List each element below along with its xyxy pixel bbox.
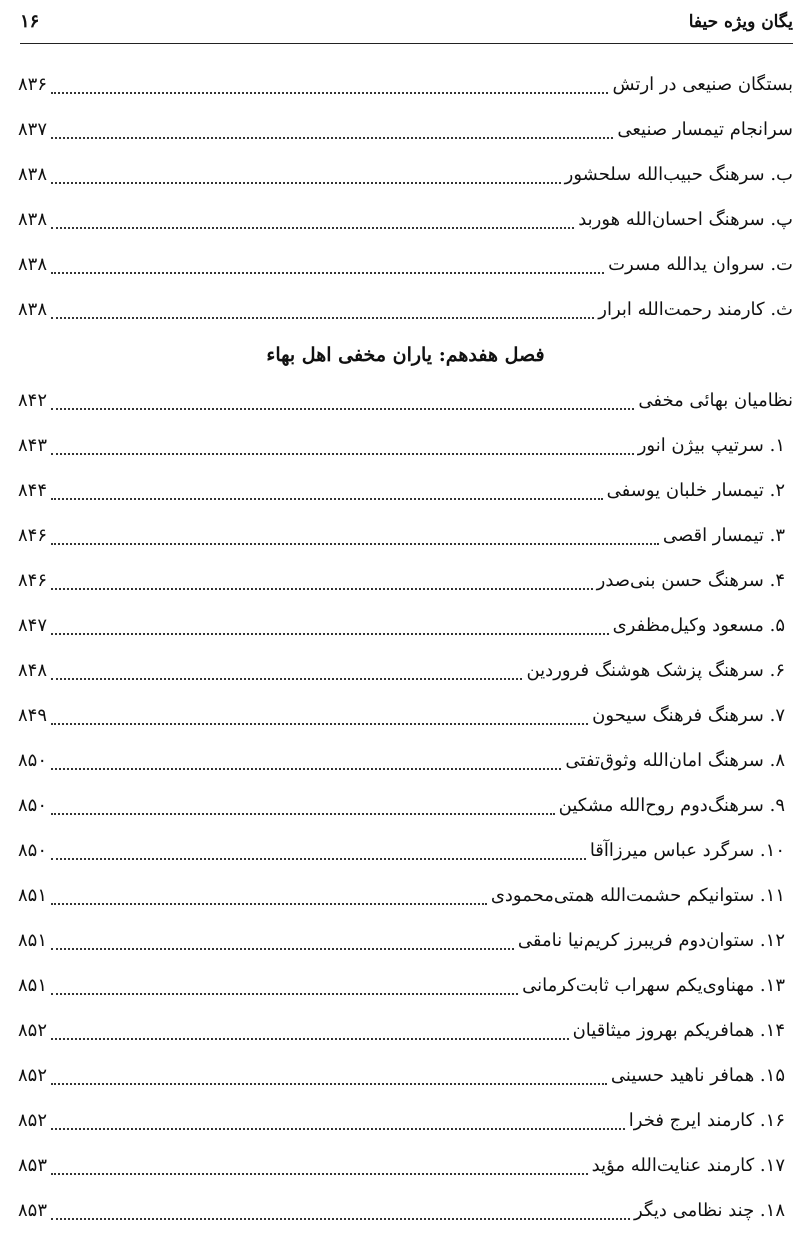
dot-leader: [51, 92, 608, 94]
toc-entry: [18, 1188, 793, 1233]
toc-entry-page: ۸۵۲: [18, 1020, 48, 1041]
toc-entry-title: ب. سرهنگ حبیب‌الله سلحشور: [564, 164, 793, 185]
toc-entry-title: بستگان صنیعی در ارتش: [612, 74, 793, 95]
dot-leader: [51, 182, 561, 184]
toc-entry-title: ۱۷. کارمند عنایت‌الله مؤید: [591, 1155, 785, 1176]
dot-leader: [51, 588, 593, 590]
toc-entry-title: ت. سروان یدالله مسرت: [608, 254, 793, 275]
toc-entry: [18, 558, 793, 603]
toc-entry-title: ۱۱. ستوانیکم حشمت‌الله همتی‌محمودی: [490, 885, 785, 906]
toc-group-top: [18, 62, 793, 332]
toc-entry-page: ۸۴۹: [18, 705, 48, 726]
toc-entry: [18, 648, 793, 693]
toc-entry-page: ۸۳۸: [18, 299, 48, 320]
dot-leader: [51, 1083, 607, 1085]
toc-entry-title: ۲. تیمسار خلبان یوسفی: [606, 480, 785, 501]
toc-entry-title: سرانجام تیمسار صنیعی: [617, 119, 793, 140]
toc-entry-title: ۹. سرهنگ‌دوم روح‌الله مشکین: [558, 795, 785, 816]
toc-entry-title: ۱۰. سرگرد عباس میرزاآقا: [589, 840, 785, 861]
toc-entry-page: ۸۵۱: [18, 885, 48, 906]
dot-leader: [51, 723, 588, 725]
toc-entry: [18, 423, 793, 468]
toc-entry: [18, 1053, 793, 1098]
dot-leader: [51, 633, 609, 635]
toc-entry: [18, 513, 793, 558]
toc-entry-title: ۳. تیمسار اقصی: [662, 525, 785, 546]
toc-entry-page: ۸۴۲: [18, 390, 48, 411]
toc-entry-title: ۸. سرهنگ امان‌الله وثوق‌تفتی: [565, 750, 785, 771]
dot-leader: [51, 1218, 630, 1220]
toc-entry: [18, 693, 793, 738]
dot-leader: [51, 993, 518, 995]
toc-entry-page: ۸۵۰: [18, 750, 48, 771]
toc-entry-title: ۱۲. ستوان‌دوم فریبرز کریم‌نیا نامقی: [517, 930, 785, 951]
toc-entry-page: ۸۵۰: [18, 795, 48, 816]
toc-entry: [18, 107, 793, 152]
dot-leader: [51, 317, 594, 319]
toc-entry-title: ۱۸. چند نظامی دیگر: [633, 1200, 785, 1221]
dot-leader: [51, 858, 586, 860]
toc-entry-page: ۸۴۷: [18, 615, 48, 636]
toc-entry: [18, 603, 793, 648]
toc-entry-title: ۱۶. کارمند ایرج فخرا: [628, 1110, 785, 1131]
toc-entry: [18, 152, 793, 197]
page-number: ۱۶: [20, 11, 40, 32]
toc-entry-title: نظامیان بهائی مخفی: [638, 390, 793, 411]
toc-entry-page: ۸۵۲: [18, 1110, 48, 1131]
toc-entry: [18, 828, 793, 873]
dot-leader: [51, 498, 603, 500]
toc-entry-page: ۸۳۷: [18, 119, 48, 140]
dot-leader: [51, 1128, 625, 1130]
toc-entry-page: ۸۵۲: [18, 1065, 48, 1086]
toc-entry-title: ۶. سرهنگ پزشک هوشنگ فروردین: [526, 660, 785, 681]
dot-leader: [51, 813, 555, 815]
toc-group-bottom: [18, 378, 793, 1233]
toc-entry: [18, 918, 793, 963]
dot-leader: [51, 543, 659, 545]
toc-entry-page: ۸۳۸: [18, 164, 48, 185]
toc-entry: [18, 197, 793, 242]
dot-leader: [51, 272, 604, 274]
toc-entry-page: ۸۵۰: [18, 840, 48, 861]
toc-entry-page: ۸۵۳: [18, 1200, 48, 1221]
dot-leader: [51, 768, 561, 770]
toc-entry: [18, 873, 793, 918]
toc-entry-page: ۸۳۸: [18, 209, 48, 230]
dot-leader: [51, 453, 634, 455]
running-title: یگان ویژه حیفا: [688, 11, 793, 32]
dot-leader: [51, 903, 487, 905]
dot-leader: [51, 1038, 569, 1040]
toc-entry-title: ۵. مسعود وکیل‌مظفری: [612, 615, 785, 636]
toc-entry-page: ۸۴۶: [18, 525, 48, 546]
toc-entry: [18, 62, 793, 107]
toc-entry-title: پ. سرهنگ احسان‌الله هوربد: [578, 209, 793, 230]
toc-entry-title: ۱۵. همافر ناهید حسینی: [610, 1065, 785, 1086]
dot-leader: [51, 678, 522, 680]
toc-entry-title: ۱۳. مهناوی‌یکم سهراب ثابت‌کرمانی: [522, 975, 785, 996]
page-header: [20, 0, 793, 44]
toc-entry-title: ۱۴. همافریکم بهروز میثاقیان: [572, 1020, 785, 1041]
toc-entry-page: ۸۵۱: [18, 975, 48, 996]
chapter-heading: فصل هفدهم: یاران مخفی اهل بهاء: [266, 344, 545, 366]
toc-entry: [18, 242, 793, 287]
toc-entry-page: ۸۴۴: [18, 480, 48, 501]
dot-leader: [51, 137, 613, 139]
toc-entry: [18, 287, 793, 332]
toc-entry-page: ۸۴۸: [18, 660, 48, 681]
toc-entry-page: ۸۵۱: [18, 930, 48, 951]
toc-entry: [18, 963, 793, 1008]
dot-leader: [51, 408, 634, 410]
toc-entry-title: ۷. سرهنگ فرهنگ سیحون: [592, 705, 785, 726]
toc-entry-page: ۸۵۳: [18, 1155, 48, 1176]
toc-entry: [18, 1143, 793, 1188]
toc-entry-page: ۸۳۸: [18, 254, 48, 275]
toc-entry: [18, 738, 793, 783]
dot-leader: [51, 227, 574, 229]
toc-entry: [18, 1098, 793, 1143]
toc-entry-page: ۸۴۶: [18, 570, 48, 591]
toc-entry-title: ۱. سرتیپ بیژن انور: [637, 435, 785, 456]
toc-entry-page: ۸۳۶: [18, 74, 48, 95]
toc-entry-title: ث. کارمند رحمت‌الله ابرار: [598, 299, 793, 320]
toc-entry: [18, 378, 793, 423]
toc-entry: [18, 1008, 793, 1053]
toc-entry-title: ۴. سرهنگ حسن بنی‌صدر: [596, 570, 785, 591]
toc-entry: [18, 783, 793, 828]
toc-entry-page: ۸۴۳: [18, 435, 48, 456]
dot-leader: [51, 948, 514, 950]
table-of-contents: [18, 62, 793, 1233]
toc-entry: [18, 468, 793, 513]
dot-leader: [51, 1173, 588, 1175]
